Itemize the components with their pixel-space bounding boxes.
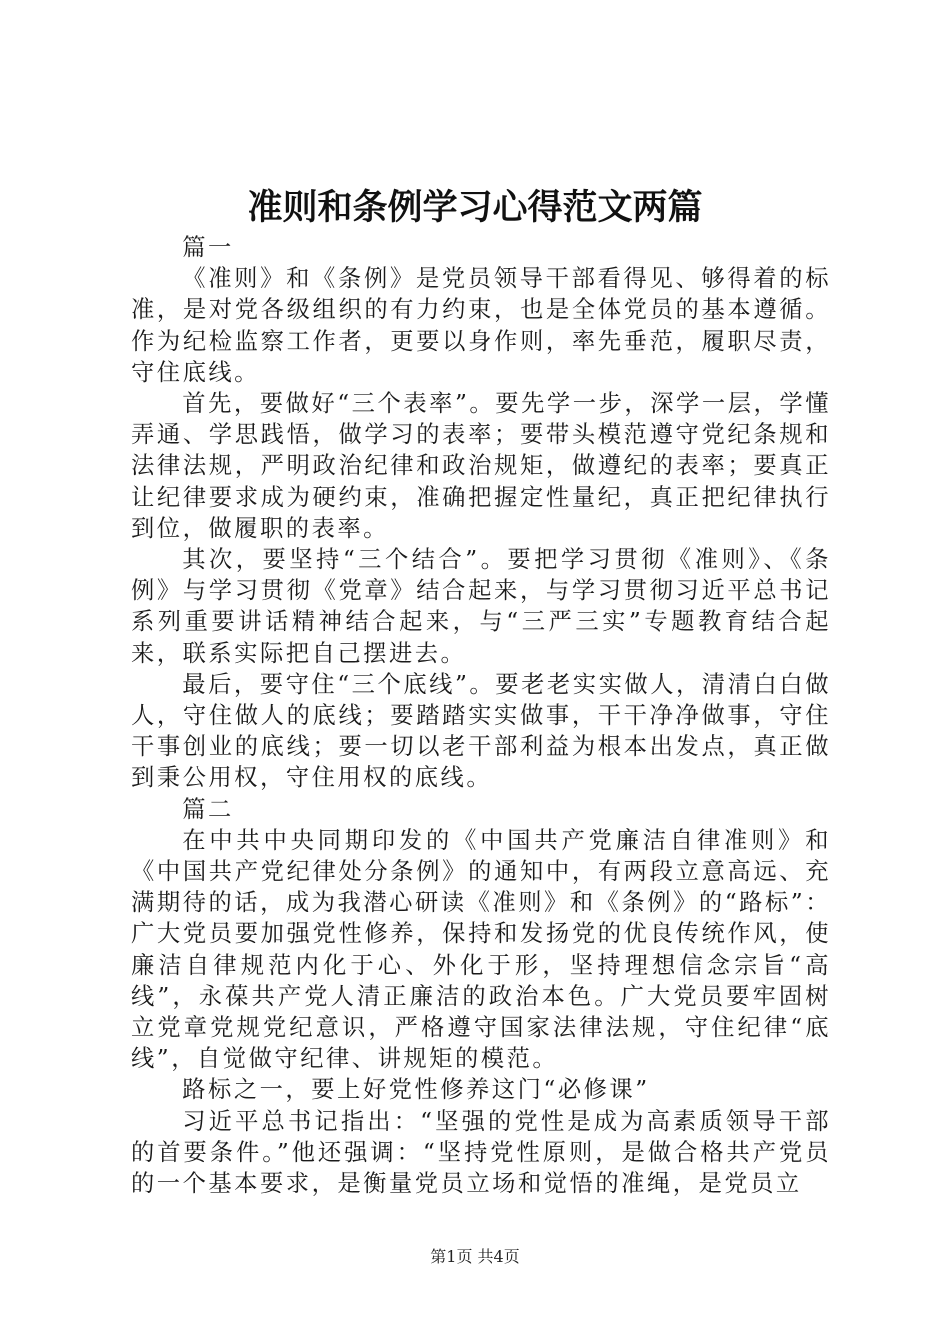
subheading: 路标之一，要上好党性修养这门“必修课” — [182, 1076, 650, 1104]
paragraph: 《准则》和《条例》是党员领导干部看得见、够得着的标准，是对党各级组织的有力约束，也是全体党员的基本遵循。作为纪检监察工作者，更要以身作则，率先垂范，履职尽责，守住底线。 — [131, 265, 831, 386]
paragraph: 最后，要守住“三个底线”。要老老实实做人，清清白白做人，守住做人的底线；要踏踏实实做事，干干净净做事，守住干事创业的底线；要一切以老干部利益为根本出发点，真正做到秉公用权，守住用权的底线。 — [131, 670, 831, 792]
paragraph: 首先，要做好“三个表率”。要先学一步，深学一层，学懂弄通、学思践悟，做学习的表率；要带头模范遵守党纪条规和法律法规，严明政治纪律和政治规矩，做遵纪的表率；要真正让纪律要求成为硬约束，准确把握定性量纪，真正把纪律执行到位，做履职的表率。 — [131, 390, 831, 542]
paragraph: 在中共中央同期印发的《中国共产党廉洁自律准则》和《中国共产党纪律处分条例》的通知中，有两段立意高远、充满期待的话，成为我潜心研读《准则》和《条例》的“路标”：广大党员要加强党性修养，保持和发扬党的优良传统作风，使廉洁自律规范内化于心、外化于形，坚持理想信念宗旨“高线”，永葆共产党人清正廉洁的政治本色。广大党员要牢固树立党章党规党纪意识，严格遵守国家法律法规，守住纪律“底线”，自觉做守纪律、讲规矩的模范。 — [131, 826, 831, 1073]
page-footer: 第1页 共4页 — [430, 1247, 520, 1266]
document-body — [131, 232, 831, 1199]
section-heading-one: 篇一 — [182, 234, 234, 261]
paragraph: 其次，要坚持“三个结合”。要把学习贯彻《准则》、《条例》与学习贯彻《党章》结合起来，与学习贯彻习近平总书记系列重要讲话精神结合起来，与“三严三实”专题教育结合起来，联系实际把自己摆进去。 — [131, 546, 831, 667]
paragraph: 习近平总书记指出：“坚强的党性是成为高素质领导干部的首要条件。”他还强调：“坚持党性原则，是做合格共产党员的一个基本要求，是衡量党员立场和觉悟的准绳，是党员立 — [131, 1107, 831, 1198]
section-heading-two: 篇二 — [182, 795, 234, 823]
document-title: 准则和条例学习心得范文两篇 — [247, 188, 703, 228]
